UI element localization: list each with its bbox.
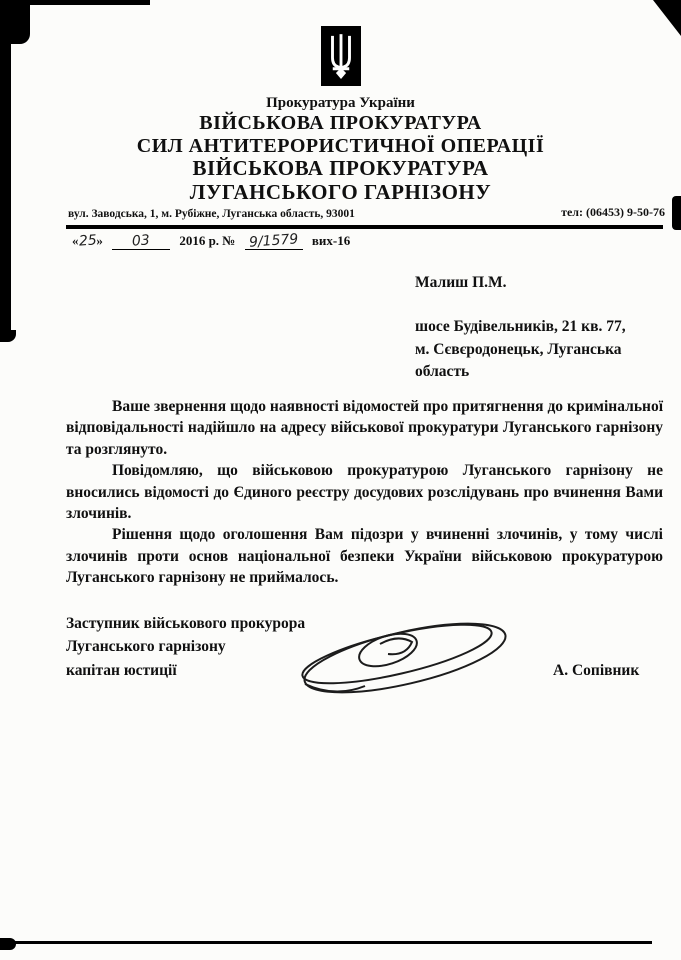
letter-body	[66, 396, 663, 588]
letterhead	[0, 26, 681, 205]
recipient-name: Малиш П.М.	[415, 274, 507, 291]
handwritten-signature-icon	[285, 600, 525, 710]
org-name-line2: ВІЙСЬКОВА ПРОКУРАТУРА	[199, 112, 482, 134]
body-paragraph-3: Рішення щодо оголошення Вам підозри у вчиненні злочинів, у тому числі злочинів проти основ національної безпеки України військовою прокуратурою Луганського гарнізону не приймалось.	[66, 526, 663, 586]
body-paragraph-2: Повідомляю, що військовою прокуратурою Луганського гарнізону не вносились відомості до Єдиного реєстру досудових розслідувань про вчинення Вами злочинів.	[66, 462, 663, 522]
ref-year-label: 2016 р. №	[179, 233, 236, 248]
ref-month-blank	[112, 233, 170, 250]
scan-artifact-left-tail	[0, 330, 16, 342]
org-phone: тел: (06453) 9-50-76	[561, 205, 665, 219]
signer-title-line2: Луганського гарнізону	[66, 638, 226, 656]
header-rule	[66, 225, 663, 229]
org-name-line4: ВІЙСЬКОВА ПРОКУРАТУРА	[192, 156, 489, 181]
ref-number-blank	[245, 233, 303, 250]
reference-line	[72, 233, 350, 250]
contact-row	[68, 205, 665, 220]
ref-month-handwritten: 03	[131, 232, 151, 250]
recipient-address-line2: м. Сєвєродонецьк, Луганська	[415, 340, 622, 358]
ref-close-quote: »	[96, 233, 103, 248]
recipient-block	[415, 272, 667, 384]
signer-title-line3: капітан юстиції	[66, 661, 177, 679]
org-name-line5: ЛУГАНСЬКОГО ГАРНІЗОНУ	[189, 179, 492, 204]
signer-title-line1: Заступник військового прокурора	[66, 615, 306, 632]
body-paragraph-1: Ваше звернення щодо наявності відомостей про притягнення до кримінальної відповідальності надійшло на адресу військової прокуратури Луганського гарнізону та розглянуто.	[66, 398, 663, 458]
signer-name: А. Сопівник	[553, 662, 640, 679]
scan-artifact-bottom-left	[0, 938, 16, 950]
org-name-line3: СИЛ АНТИТЕРОРИСТИЧНОЇ ОПЕРАЦІЇ	[136, 134, 545, 157]
ukraine-trident-icon	[321, 26, 361, 86]
org-name-line1: Прокуратура України	[266, 95, 415, 111]
recipient-address-line3: область	[415, 363, 470, 381]
ref-day-handwritten: 25	[77, 232, 97, 250]
recipient-address-line1: шосе Будівельників, 21 кв. 77,	[415, 318, 626, 336]
ref-suffix: вих-16	[311, 233, 351, 248]
scan-artifact-bottom-line	[8, 941, 652, 944]
ref-open-quote: «	[72, 233, 79, 248]
ref-number-handwritten: 9/1579	[248, 231, 299, 251]
scan-artifact-top-strip	[0, 0, 150, 5]
org-postal-address: вул. Заводська, 1, м. Рубіжне, Луганська область, 93001	[68, 208, 355, 220]
